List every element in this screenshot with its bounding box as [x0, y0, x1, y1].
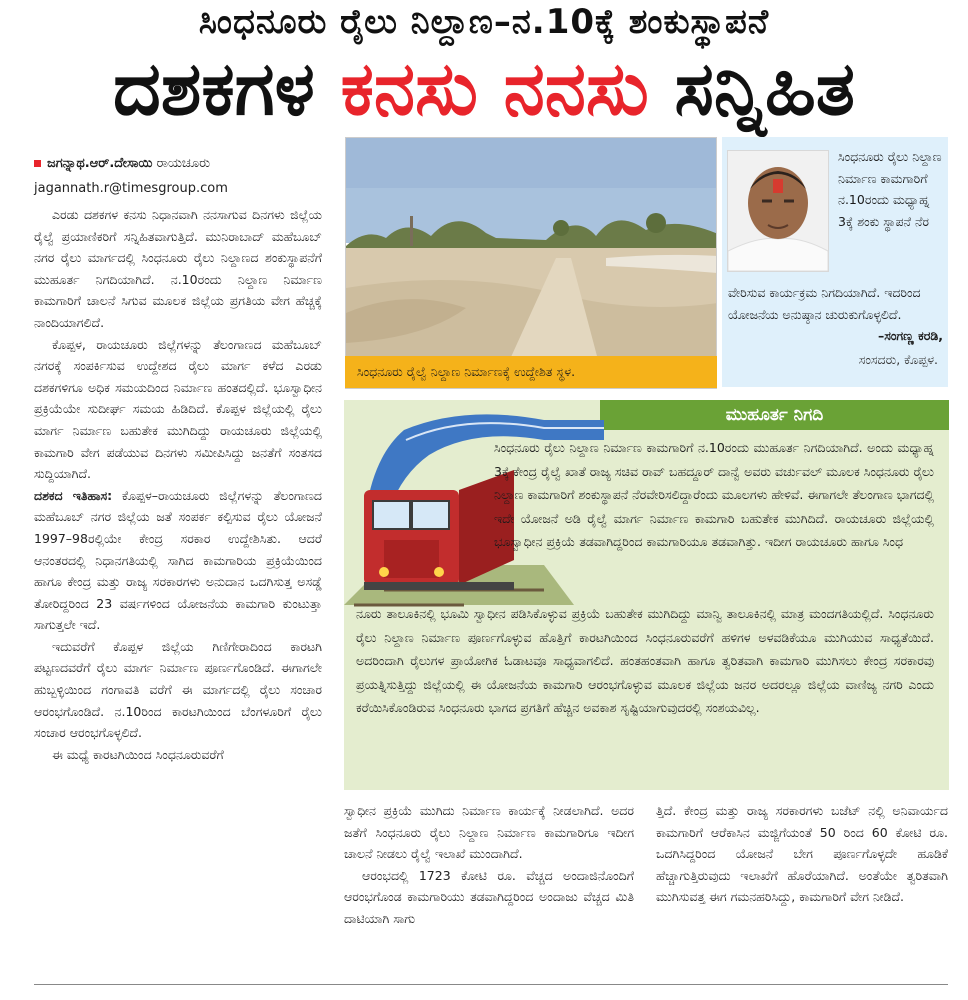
paragraph: ಸ್ವಾಧೀನ ಪ್ರಕ್ರಿಯೆ ಮುಗಿದು ನಿರ್ಮಾಣ ಕಾರ್ಯಕ್ಕೆ ನೀಡಲಾಗಿದೆ. ಅದರ ಜತೆಗೆ ಸಿಂಧನೂರು ರೈಲು ನಿಲ್ದಾಣ ನಿರ್ಮಾಣ ಕಾಮಗಾರಿಗೂ ಇದೀಗ ಚಾಲನೆ ನೀಡಲು ರೈಲ್ವೆ ಇಲಾಖೆ ಮುಂದಾಗಿದೆ. [344, 803, 634, 862]
quote-author-role: ಸಂಸದರು, ಕೊಪ್ಪಳ. [858, 352, 938, 367]
paragraph: ತ್ತಿದೆ. ಕೇಂದ್ರ ಮತ್ತು ರಾಜ್ಯ ಸರಕಾರಗಳು ಬಜೆಟ್ ನಲ್ಲಿ ಅನಿವಾರ್ಯದ ಕಾಮಗಾರಿಗೆ ಆರೆಕಾಸಿನ ಮಜ್ಜಿಗೆಯಂತೆ 50 ರಿಂದ 60 ಕೋಟಿ ರೂ. ಒದಗಿಸಿದ್ದರಿಂದ ಯೋಜನೆ ಬೇಗ ಪೂರ್ಣಗೊಳ್ಳದೇ ಹೂಡಿಕೆ ಹೆಚ್ಚಾಗುತ್ತಿರುವುದು ಇಲಾಖೆಗೆ ಹೊರೆಯಾಗಿದೆ. ಅಂತೆಯೇ ತ್ವರಿತವಾಗಿ ಮುಗಿಸುವತ್ತ ಈಗ ಗಮನಹರಿಸಿದ್ದು, ಕಾಮಗಾರಿಗೆ ವೇಗ ನೀಡಿದೆ. [656, 803, 948, 905]
article-column-3 [656, 800, 948, 908]
paragraph [34, 485, 322, 636]
quote-author: –ಸಂಗಣ್ಣ ಕರಡಿ, [877, 328, 943, 343]
info-box-title: ಮುಹೂರ್ತ ನಿಗದಿ [725, 405, 824, 425]
photo-caption: ಸಿಂಧನೂರು ರೈಲ್ವೆ ನಿಲ್ದಾಣ ನಿರ್ಮಾಣಕ್ಕೆ ಉದ್ದೇಶಿತ ಸ್ಥಳ. [345, 356, 717, 388]
kicker-headline: ಸಿಂಧನೂರು ರೈಲು ನಿಲ್ದಾಣ–ನ.10ಕ್ಕೆ ಶಂಕುಸ್ಥಾಪನೆ [198, 2, 770, 42]
site-photo-image [346, 138, 717, 389]
byline [34, 156, 210, 171]
info-box-text-bottom: ನೂರು ತಾಲೂಕಿನಲ್ಲಿ ಭೂಮಿ ಸ್ವಾಧೀನ ಪಡಿಸಿಕೊಳ್ಳುವ ಪ್ರಕ್ರಿಯೆ ಬಹುತೇಕ ಮುಗಿದಿದ್ದು ಮಾನ್ವಿ ತಾಲೂಕಿನಲ್ಲಿ ಮಾತ್ರ ಮಂದಗತಿಯಲ್ಲಿದೆ. ಸಿಂಧನೂರು ರೈಲು ನಿಲ್ದಾಣ ನಿರ್ಮಾಣ ಪೂರ್ಣಗೊಳ್ಳುವ ಹೊತ್ತಿಗೆ ಕಾರಟಗಿಯಿಂದ ಸಿಂಧನೂರುವರೆಗೆ ಹಳಿಗಳ ಅಳವಡಿಕೆಯೂ ಮುಗಿಯುವ ಸಾಧ್ಯತೆಯಿದೆ. ಅದರಿಂದಾಗಿ ರೈಲುಗಳ ಪ್ರಾಯೋಗಿಕ ಓಡಾಟವೂ ಸಾಧ್ಯವಾಗಲಿದೆ. ಹಂತಹಂತವಾಗಿ ಹಾಗೂ ತ್ವರಿತವಾಗಿ ಕಾಮಗಾರಿ ಮುಗಿಸಲು ಕೇಂದ್ರ ಸರಕಾರವು ಪ್ರಯತ್ನಿಸುತ್ತಿದ್ದು ಜಿಲ್ಲೆಯಲ್ಲಿ ಈ ಯೋಜನೆಯ ಕಾಮಗಾರಿ ಆರಂಭಗೊಳ್ಳುವ ಮೂಲಕ ಜಿಲ್ಲೆಯ ಜನರ ಅದರಲ್ಲೂ ಜಿಲ್ಲೆಯ ವಾಣಿಜ್ಯ ನಗರಿ ಎಂದು ಕರೆಯಿಸಿಕೊಂಡಿರುವ ಸಿಂಧನೂರು ಭಾಗದ ಪ್ರಗತಿಗೆ ಹೆಚ್ಚಿನ ಅವಕಾಶ ಸೃಷ್ಟಿಯಾಗುವುದರಲ್ಲಿ ಸಂಶಯವಿಲ್ಲ. [356, 606, 934, 716]
quote-text-side: ಸಿಂಧನೂರು ರೈಲು ನಿಲ್ದಾಣ ನಿರ್ಮಾಣ ಕಾಮಗಾರಿಗೆ ನ.10ರಂದು ಮಧ್ಯಾಹ್ನ 3ಕ್ಕೆ ಶಂಕು ಸ್ಥಾಪನೆ ನೆರ [838, 149, 942, 229]
headline-highlight: ಕನಸು ನನಸು [340, 46, 649, 132]
author-email[interactable]: jagannath.r@timesgroup.com [34, 181, 228, 196]
quote-text-continued: ವೇರಿಸುವ ಕಾರ್ಯಕ್ರಮ ನಿಗದಿಯಾಗಿದೆ. ಇದರಿಂದ ಯೋಜನೆಯ ಅನುಷ್ಠಾನ ಚುರುಕುಗೊಳ್ಳಲಿದೆ. [728, 285, 921, 322]
info-box-text-top: ಸಿಂಧನೂರು ರೈಲು ನಿಲ್ದಾಣ ನಿರ್ಮಾಣ ಕಾಮಗಾರಿಗೆ ನ.10ರಂದು ಮುಹೂರ್ತ ನಿಗದಿಯಾಗಿದೆ. ಅಂದು ಮಧ್ಯಾಹ್ನ 3ಕ್ಕೆ ಕೇಂದ್ರ ರೈಲ್ವೆ ಖಾತೆ ರಾಜ್ಯ ಸಚಿವ ರಾವ್ ಬಹದ್ದೂರ್ ದಾನ್ವೆ ಅವರು ವರ್ಚುವಲ್ ಮೂಲಕ ಸಿಂಧನೂರು ರೈಲು ನಿಲ್ದಾಣ ಕಾಮಗಾರಿಗೆ ಶಂಕುಸ್ಥಾಪನೆ ನೆರವೇರಿಸಲಿದ್ದಾರೆಂದು ಮೂಲಗಳು ಹೇಳಿವೆ. ಈಗಾಗಲೇ ತೆಲಂಗಾಣ ಭಾಗದಲ್ಲಿ ಇದೇ ಯೋಜನೆ ಅಡಿ ರೈಲ್ವೆ ಮಾರ್ಗ ನಿರ್ಮಾಣ ಕಾಮಗಾರಿ ಬಹುತೇಕ ಮುಗಿದಿದೆ. ರಾಯಚೂರು ಜಿಲ್ಲೆಯಲ್ಲಿ ಭೂಸ್ವಾಧೀನ ಪ್ರಕ್ರಿಯೆ ತಡವಾಗಿದ್ದರಿಂದ ಕಾಮಗಾರಿಯೂ ತಡವಾಗಿತ್ತು. ಇದೀಗ ರಾಯಚೂರು ಹಾಗೂ ಸಿಂಧ [494, 440, 934, 550]
article-column-1 [34, 204, 322, 765]
paragraph: ಈ ಮಧ್ಯೆ ಕಾರಟಗಿಯಿಂದ ಸಿಂಧನೂರುವರೆಗೆ [52, 746, 224, 762]
paragraph: ಇದುವರೆಗೆ ಕೊಪ್ಪಳ ಜಿಲ್ಲೆಯ ಗಿಣಿಗೇರಾದಿಂದ ಕಾರಟಗಿ ಪಟ್ಟಣದವರೆಗೆ ರೈಲು ಮಾರ್ಗ ನಿರ್ಮಾಣ ಪೂರ್ಣಗೊಂಡಿದೆ. ಈಗಾಗಲೇ ಹುಬ್ಬಳ್ಳಿಯಿಂದ ಗಂಗಾವತಿ ವರೆಗೆ ಈ ಮಾರ್ಗದಲ್ಲಿ ರೈಲು ಸಂಚಾರ ಆರಂಭಗೊಂಡಿದೆ. ನ.10ರಿಂದ ಕಾರಟಗಿಯಿಂದ ಬೆಂಗಳೂರಿಗೆ ರೈಲು ಸಂಚಾರ ಆರಂಭಗೊಳ್ಳಲಿದೆ. [34, 638, 322, 741]
paragraph: ಎರಡು ದಶಕಗಳ ಕನಸು ನಿಧಾನವಾಗಿ ನನಸಾಗುವ ದಿನಗಳು ಜಿಲ್ಲೆಯ ರೈಲ್ವೆ ಪ್ರಯಾಣಿಕರಿಗೆ ಸನ್ನಿಹಿತವಾಗುತ್ತಿದೆ. ಮುನಿರಾಬಾದ್ ಮಹೆಬೂಬ್ ನಗರ ರೈಲು ಮಾರ್ಗದಲ್ಲಿ ಸಿಂಧನೂರು ರೈಲು ನಿಲ್ದಾಣದ ಶಂಕುಸ್ಥಾಪನೆಗೆ ಮುಹೂರ್ತ ನಿಗದಿಯಾಗಿದೆ. ನ.10ರಂದು ನಿಲ್ದಾಣ ನಿರ್ಮಾಣ ಕಾಮಗಾರಿಗೆ ಚಾಲನೆ ಸಿಗುವ ಮೂಲಕ ಜಿಲ್ಲೆಯ ಪ್ರಗತಿಯ ವೇಗ ಹೆಚ್ಚಕ್ಕೆ ನಾಂದಿಯಾಗಲಿದೆ. [34, 207, 322, 330]
subhead: ದಶಕದ ಇತಿಹಾಸ: [34, 487, 113, 503]
main-headline [0, 46, 968, 132]
mp-portrait [727, 150, 829, 272]
page-bottom-rule [34, 984, 948, 985]
quote-signature [728, 325, 943, 347]
byline-marker-icon [34, 160, 41, 167]
headline-part-1: ದಶಕಗಳ [112, 46, 341, 132]
paragraph: ಆರಂಭದಲ್ಲಿ 1723 ಕೋಟಿ ರೂ. ವೆಚ್ಚದ ಅಂದಾಜಿನೊಂದಿಗೆ ಆರಂಭಗೊಂಡ ಕಾಮಗಾರಿಯು ತಡವಾಗಿದ್ದರಿಂದ ಅಂದಾಜು ವೆಚ್ಚದ ಮಿತಿ ದಾಟಿಯಾಗಿ ಸಾಗು [344, 867, 634, 926]
headline-part-3: ಸನ್ನಿಹಿತ [648, 46, 856, 132]
author-name: ಜಗನ್ನಾಥ.ಆರ್.ದೇಸಾಯಿ [47, 156, 153, 171]
dateline-place: ರಾಯಚೂರು [152, 156, 211, 171]
portrait-image [728, 151, 828, 271]
paragraph-text: ಕೊಪ್ಪಳ–ರಾಯಚೂರು ಜಿಲ್ಲೆಗಳನ್ನು ತೆಲಂಗಾಣದ ಮಹೆಬೂಬ್ ನಗರ ಜಿಲ್ಲೆಯ ಜತೆ ಸಂಪರ್ಕ ಕಲ್ಪಿಸುವ ರೈಲು ಯೋಜನೆ 1997–98ರಲ್ಲಿಯೇ ಕೇಂದ್ರ ಸರಕಾರ ಉದ್ದೇಶಿಸಿತು. ಆದರೆ ಆನಂತರದಲ್ಲಿ ನಿಧಾನಗತಿಯಲ್ಲಿ ಸಾಗಿದ ಕಾಮಗಾರಿಯ ಪ್ರಕ್ರಿಯೆಯಿಂದ ಹಾಗೂ ಕೇಂದ್ರ ಮತ್ತು ರಾಜ್ಯ ಸರಕಾರಗಳು ಅನುದಾನ ಒದಗಿಸುತ್ತ ಅಸಡ್ಡೆ ತೋರಿದ್ದರಿಂದ 23 ವರ್ಷಗಳಿಂದ ಯೋಜನೆಯ ಕಾಮಗಾರಿ ಕುಂಟುತ್ತಾ ಸಾಗುತ್ತಲೇ ಇದೆ. [34, 487, 322, 633]
article-column-2 [344, 800, 634, 930]
paragraph: ಕೊಪ್ಪಳ, ರಾಯಚೂರು ಜಿಲ್ಲೆಗಳನ್ನು ತೆಲಂಗಾಣದ ಮಹೆಬೂಬ್ ನಗರಕ್ಕೆ ಸಂಪರ್ಕಿಸುವ ಉದ್ದೇಶದ ರೈಲು ಮಾರ್ಗ ಕಳೆದ ಎರಡು ದಶಕಗಳಿಗೂ ಅಧಿಕ ಸಮಯದಿಂದ ನಿರ್ಮಾಣ ಹಂತದಲ್ಲಿದೆ. ಭೂಸ್ವಾಧೀನ ಪ್ರಕ್ರಿಯೆಯೇ ಸುದೀರ್ಘ ಸಮಯ ಹಿಡಿದಿದೆ. ಕೊಪ್ಪಳ ಜಿಲ್ಲೆಯಲ್ಲಿ ರೈಲು ಮಾರ್ಗ ನಿರ್ಮಾಣ ಬಹುತೇಕ ಮುಗಿದಿದ್ದು ರಾಯಚೂರು ಜಿಲ್ಲೆಯಲ್ಲಿ ಕಾಮಗಾರಿ ವೇಗ ಪಡೆಯುವ ದಿನಗಳು ಸಮೀಪಿಸಿದ್ದು ಜನತೆಗೆ ಸಂತಸದ ಸುದ್ದಿಯಾಗಿದೆ. [34, 336, 322, 482]
site-photo [345, 137, 717, 389]
